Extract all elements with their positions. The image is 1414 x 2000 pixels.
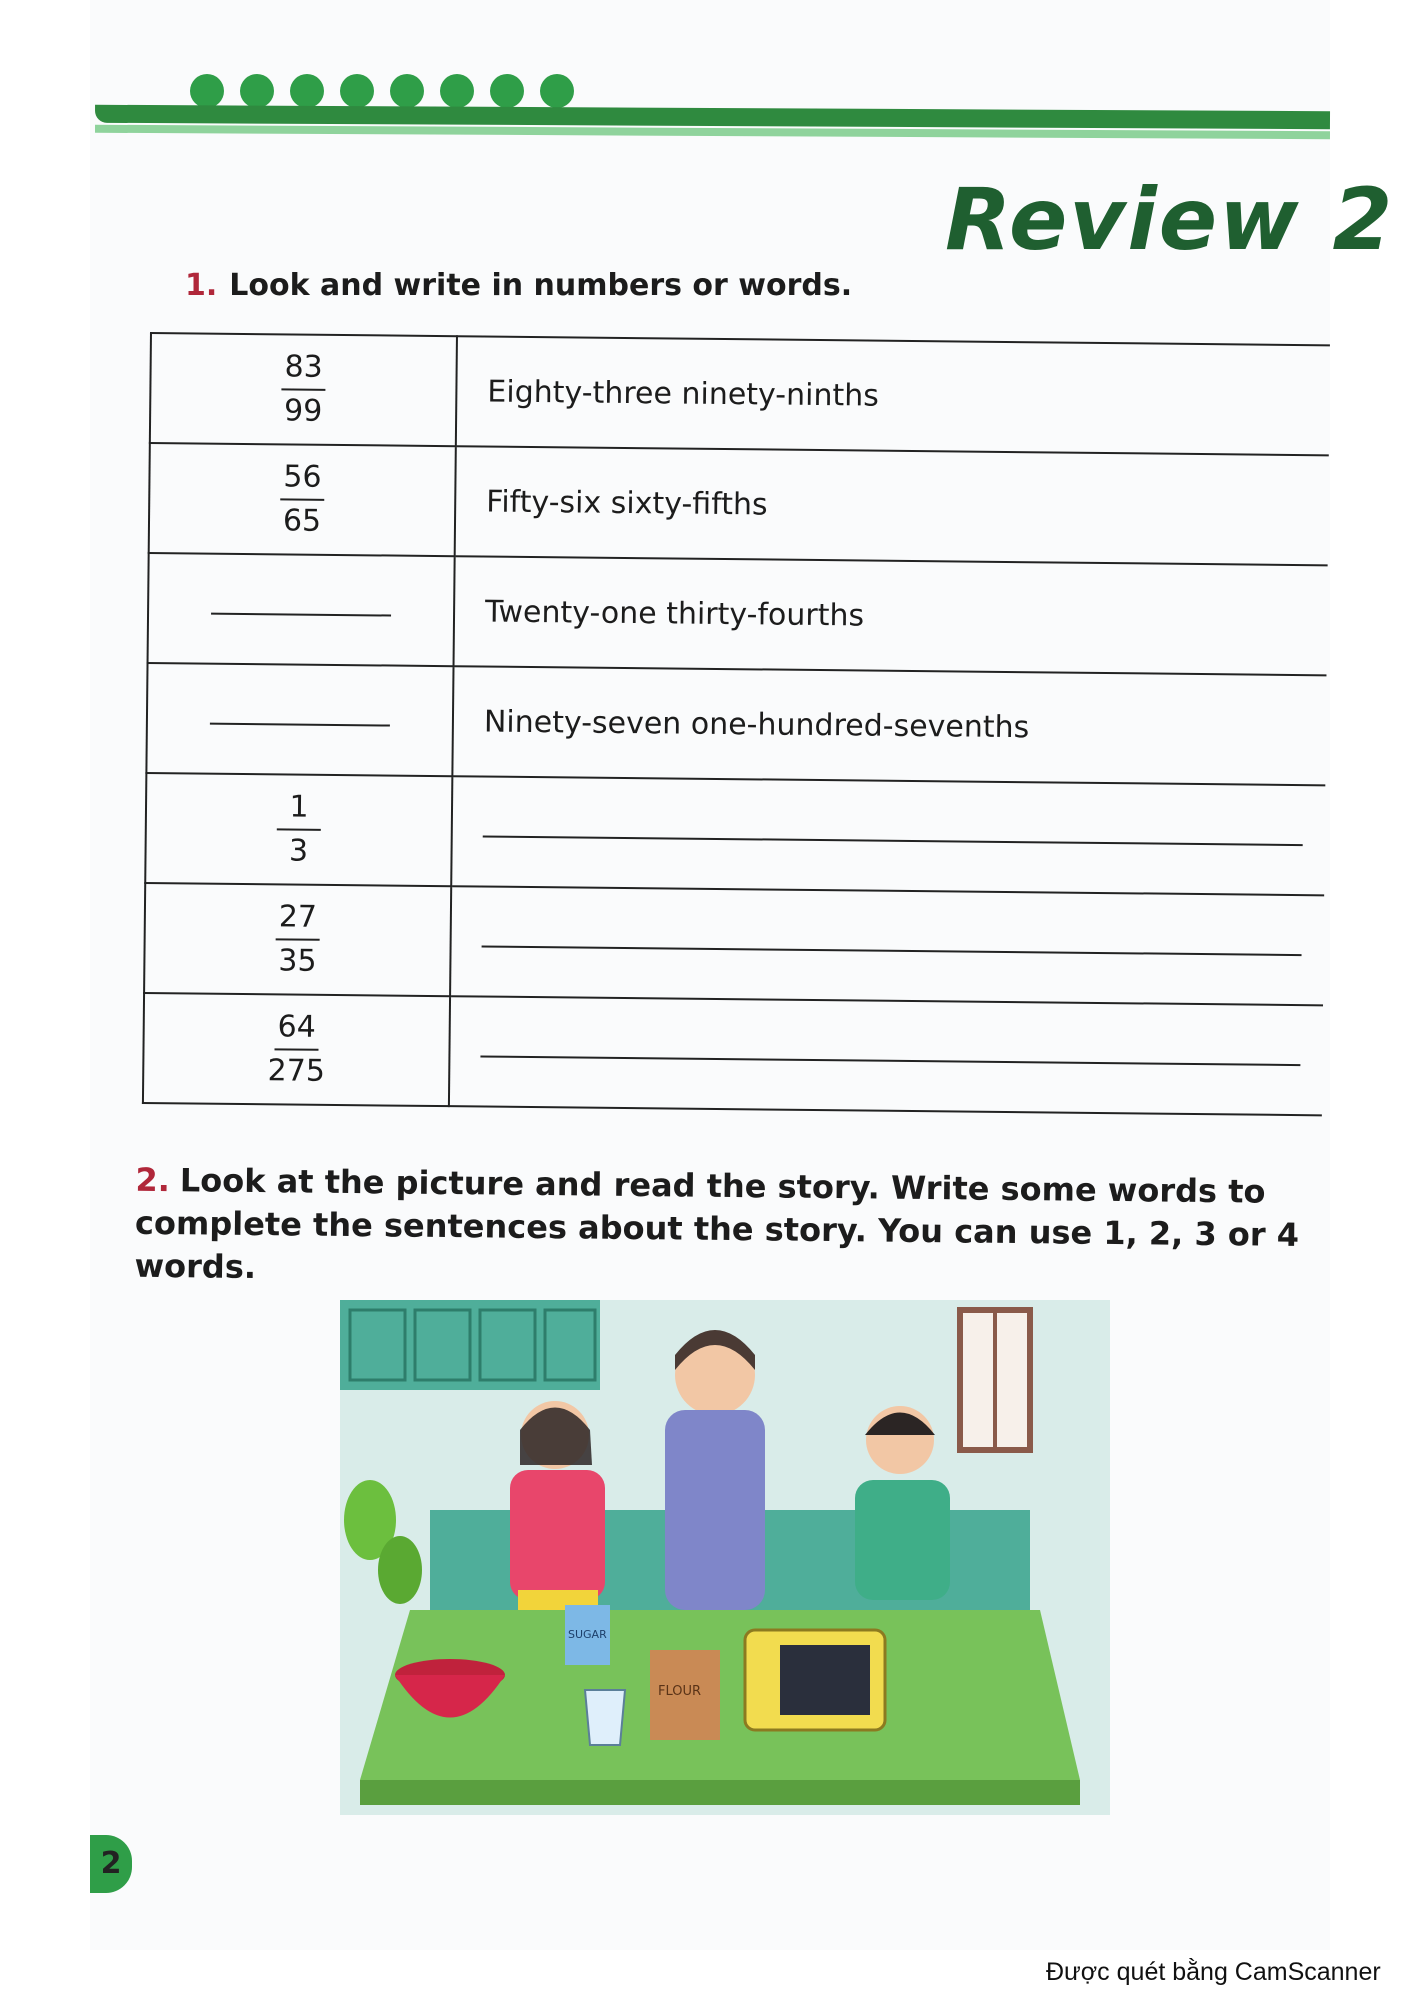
table-row [148, 553, 1328, 675]
boy-shirt [855, 1480, 950, 1600]
table-row [149, 443, 1329, 565]
fraction-cell[interactable] [146, 663, 453, 776]
words-cell[interactable] [451, 776, 1325, 895]
table-row [150, 333, 1330, 455]
decor-dot [240, 74, 274, 108]
measuring-jug [585, 1690, 625, 1745]
fraction-table [142, 332, 1330, 1116]
table-row [145, 773, 1325, 895]
words-cell[interactable] [449, 996, 1323, 1115]
table-row [146, 663, 1326, 785]
fraction [280, 460, 325, 539]
denominator: 65 [282, 503, 322, 539]
numerator: 64 [277, 1008, 316, 1045]
fraction-cell [150, 333, 457, 446]
page-title: Review 2 [945, 170, 1395, 270]
fraction [275, 900, 320, 979]
fraction [281, 350, 326, 429]
numerator: 27 [278, 898, 318, 935]
girl-shirt [510, 1470, 605, 1600]
instruction-text: Look at the picture and read the story. Write some words to complete the sentences about the story. You can use 1, 2, 3 or 4 words. [134, 1161, 1300, 1287]
decor-dot [190, 74, 224, 108]
fraction-bar [281, 388, 325, 390]
flour-label: FLOUR [658, 1684, 702, 1699]
answer-line[interactable] [482, 946, 1302, 957]
fraction-words: Eighty-three ninety-ninths [487, 374, 880, 414]
answer-blank[interactable] [211, 612, 391, 616]
fraction-bar [277, 828, 321, 830]
scan-edge [1330, 0, 1414, 2000]
exercise-number: 1. [185, 268, 218, 303]
decor-dot [540, 74, 574, 108]
decor-dot [440, 74, 474, 108]
words-cell [456, 336, 1330, 455]
fraction-bar [280, 498, 324, 500]
exercise-2-instruction [134, 1159, 1330, 1301]
decor-dot [340, 74, 374, 108]
fraction-words: Fifty-six sixty-fifths [486, 484, 768, 522]
kitchen-picture [340, 1300, 1110, 1815]
fraction-cell[interactable] [148, 553, 455, 666]
numerator: 56 [283, 458, 322, 495]
words-cell[interactable] [450, 886, 1324, 1005]
table-row [144, 883, 1324, 1005]
fraction-words: Ninety-seven one-hundred-sevenths [483, 704, 1030, 745]
fraction-cell [143, 993, 450, 1106]
fraction-cell [144, 883, 451, 996]
answer-blank[interactable] [210, 722, 390, 726]
denominator: 99 [283, 393, 323, 429]
scanner-note: Được quét bằng CamScanner [1046, 1958, 1381, 1986]
header-dots [190, 74, 574, 108]
fraction-words: Twenty-one thirty-fourths [484, 594, 865, 633]
answer-line[interactable] [483, 836, 1303, 847]
grandmother-shirt [665, 1410, 765, 1610]
decor-dot [390, 74, 424, 108]
kitchen-illustration [340, 1300, 1110, 1815]
table-row [143, 993, 1323, 1115]
fraction [276, 790, 321, 869]
fraction [267, 1010, 325, 1090]
exercise-number: 2. [135, 1160, 171, 1200]
fraction-bar [274, 1048, 318, 1050]
instruction-text: Look and write in numbers or words. [229, 268, 853, 303]
decor-dot [290, 74, 324, 108]
denominator: 275 [267, 1053, 326, 1089]
page-number: 2 [90, 1835, 132, 1893]
fraction-cell [145, 773, 452, 886]
fraction-cell [149, 443, 456, 556]
answer-line[interactable] [480, 1056, 1300, 1067]
numerator: 1 [289, 788, 309, 825]
exercise-1-instruction [185, 268, 852, 303]
fraction-bar [276, 938, 320, 940]
words-cell [452, 666, 1326, 785]
numerator: 83 [284, 348, 323, 385]
denominator: 3 [288, 833, 309, 869]
decor-dot [490, 74, 524, 108]
words-cell [454, 556, 1328, 675]
sugar-label: SUGAR [568, 1628, 607, 1641]
denominator: 35 [278, 943, 317, 979]
words-cell [455, 446, 1329, 565]
